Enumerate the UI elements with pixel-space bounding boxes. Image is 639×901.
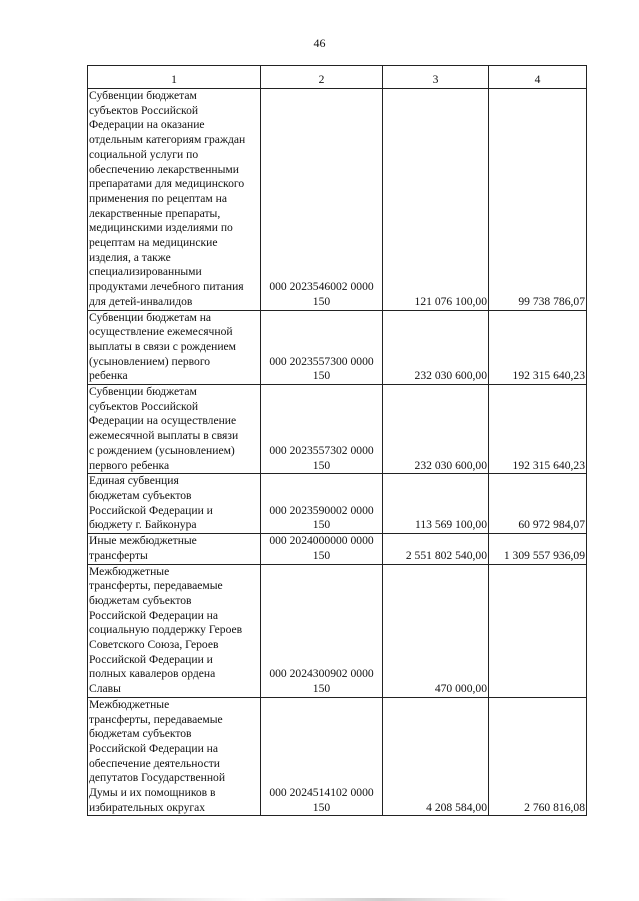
row-col3-value: 113 569 100,00 <box>383 474 489 534</box>
row-col4-value <box>489 564 587 697</box>
row-code: 000 2023557300 0000 150 <box>261 310 383 385</box>
row-col4-value: 192 315 640,23 <box>489 310 587 385</box>
table-row <box>88 385 587 474</box>
table-row <box>88 89 587 311</box>
table-row <box>88 474 587 534</box>
row-code: 000 2023546002 0000 150 <box>261 89 383 311</box>
table-header-row <box>88 66 587 89</box>
column-header-4: 4 <box>489 66 587 89</box>
row-name: Субвенции бюджетам субъектов Российской Федерации на оказание отдельным категориям граждан социальной услуги по обеспечению лекарственными препаратами для медицинского применения по рецептам на лекарственные препараты, медицинскими изделиями по рецептам на медицинские изделия, а также специализированными продуктами лечебного питания для детей-инвалидов <box>88 89 261 311</box>
row-name: Межбюджетные трансферты, передаваемые бюджетам субъектов Российской Федерации на социальную поддержку Героев Советского Союза, Героев Российской Федерации и полных кавалеров ордена Славы <box>88 564 261 697</box>
row-code: 000 2023590002 0000 150 <box>261 474 383 534</box>
row-name: Межбюджетные трансферты, передаваемые бюджетам субъектов Российской Федерации на обеспечение деятельности депутатов Государственной Думы и их помощников в избирательных округах <box>88 697 261 816</box>
row-col4-value: 192 315 640,23 <box>489 385 587 474</box>
row-col3-value: 2 551 802 540,00 <box>383 534 489 564</box>
page-number: 46 <box>313 36 326 50</box>
row-col3-value: 232 030 600,00 <box>383 310 489 385</box>
row-code: 000 2024000000 0000 150 <box>261 534 383 564</box>
table-row <box>88 697 587 816</box>
row-name: Субвенции бюджетам субъектов Российской Федерации на осуществление ежемесячной выплаты в связи с рождением (усыновлением) первого ребенка <box>88 385 261 474</box>
table-row <box>88 534 587 564</box>
row-name: Иные межбюджетные трансферты <box>88 534 261 564</box>
row-name: Единая субвенция бюджетам субъектов Российской Федерации и бюджету г. Байконура <box>88 474 261 534</box>
row-code: 000 2023557302 0000 150 <box>261 385 383 474</box>
row-code: 000 2024514102 0000 150 <box>261 697 383 816</box>
budget-table <box>87 65 587 816</box>
column-header-1: 1 <box>88 66 261 89</box>
row-col3-value: 470 000,00 <box>383 564 489 697</box>
row-col4-value: 60 972 984,07 <box>489 474 587 534</box>
table-row <box>88 310 587 385</box>
row-code: 000 2024300902 0000 150 <box>261 564 383 697</box>
column-header-2: 2 <box>261 66 383 89</box>
row-name: Субвенции бюджетам на осуществление ежемесячной выплаты в связи с рождением (усыновлением) первого ребенка <box>88 310 261 385</box>
table-row <box>88 564 587 697</box>
row-col3-value: 4 208 584,00 <box>383 697 489 816</box>
row-col4-value: 1 309 557 936,09 <box>489 534 587 564</box>
row-col4-value: 99 738 786,07 <box>489 89 587 311</box>
row-col4-value: 2 760 816,08 <box>489 697 587 816</box>
row-col3-value: 232 030 600,00 <box>383 385 489 474</box>
row-col3-value: 121 076 100,00 <box>383 89 489 311</box>
column-header-3: 3 <box>383 66 489 89</box>
